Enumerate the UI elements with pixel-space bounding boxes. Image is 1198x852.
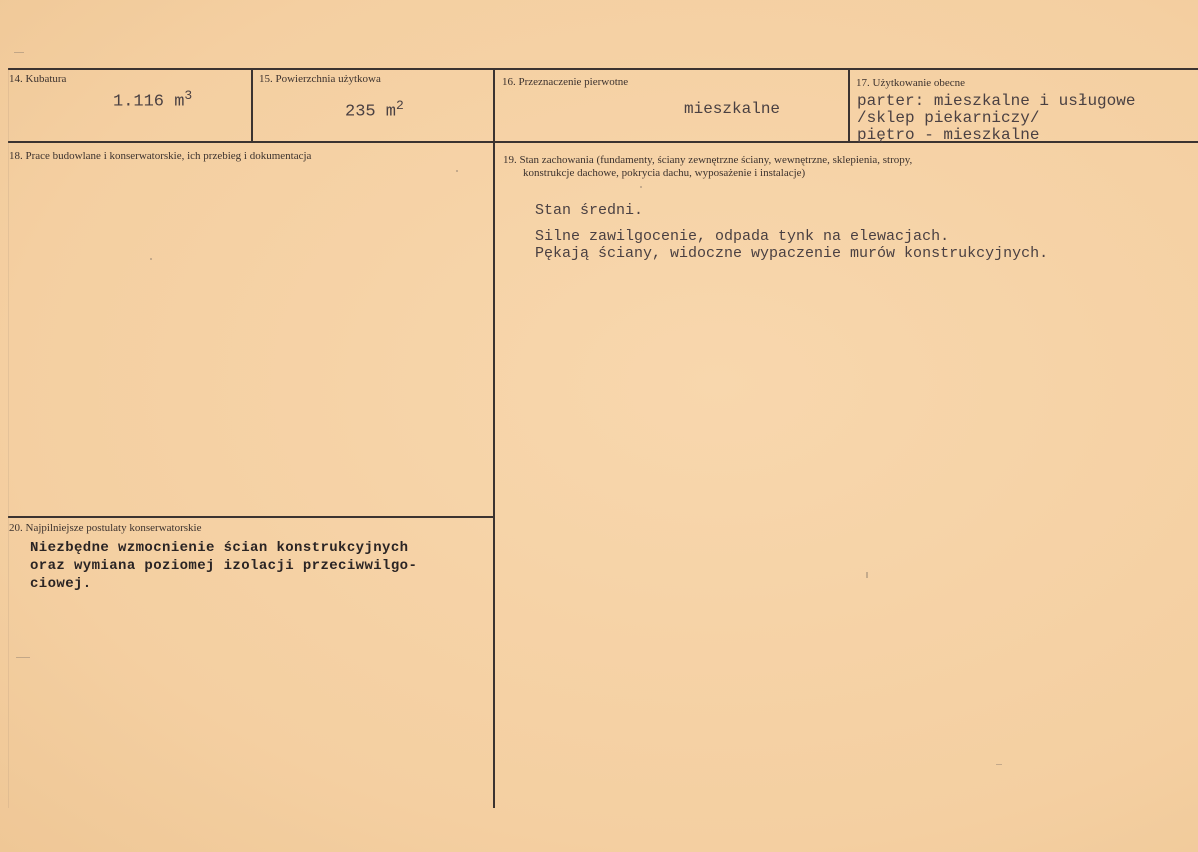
- uzytkowanie-line-3: piętro - mieszkalne: [857, 126, 1040, 144]
- kubatura-value: 1.116 $m^3$: [113, 88, 193, 112]
- paper-mark: [866, 572, 868, 578]
- przeznaczenie-label: 16. Przeznaczenie pierwotne: [502, 76, 629, 88]
- col-divider-2: [493, 68, 495, 808]
- stan-line-3: Pękają ściany, widoczne wypaczenie murów konstrukcyjnych.: [535, 245, 1049, 262]
- powierzchnia-value: 235 $m^2$: [345, 98, 404, 122]
- stan-label-line-2: konstrukcje dachowe, pokrycia dachu, wyposażenie i instalacje): [523, 167, 806, 179]
- top-rule: [8, 68, 1198, 70]
- postulaty-line-3: ciowej.: [30, 576, 92, 592]
- stan-line-2: Silne zawilgocenie, odpada tynk na elewacjach.: [535, 228, 950, 245]
- paper-mark: [16, 657, 30, 658]
- powierzchnia-label: 15. Powierzchnia użytkowa: [259, 73, 381, 85]
- paper-mark: [456, 170, 458, 172]
- prace-label: 18. Prace budowlane i konserwatorskie, ich przebieg i dokumentacja: [9, 150, 312, 162]
- paper-mark: [150, 258, 152, 260]
- stan-label-line-1: 19. Stan zachowania (fundamenty, ściany zewnętrzne ściany, wewnętrzne, sklepienia, stropy,: [503, 154, 913, 166]
- stan-line-1: Stan średni.: [535, 202, 644, 219]
- postulaty-label: 20. Najpilniejsze postulaty konserwatorskie: [9, 522, 202, 534]
- paper-mark: [8, 68, 9, 808]
- uzytkowanie-label: 17. Użytkowanie obecne: [856, 77, 966, 89]
- kubatura-label: 14. Kubatura: [9, 73, 67, 85]
- uzytkowanie-line-1: parter: mieszkalne i usługowe: [857, 92, 1136, 110]
- lower-left-rule: [8, 516, 495, 518]
- postulaty-line-1: Niezbędne wzmocnienie ścian konstrukcyjnych: [30, 540, 409, 556]
- paper-mark: [14, 52, 24, 53]
- col-divider-3: [848, 68, 850, 143]
- paper-mark: [996, 764, 1002, 765]
- przeznaczenie-value: mieszkalne: [684, 100, 781, 118]
- uzytkowanie-line-2: /sklep piekarniczy/: [857, 109, 1040, 127]
- postulaty-line-2: oraz wymiana poziomej izolacji przeciwwilgo-: [30, 558, 418, 574]
- paper-mark: [640, 186, 642, 188]
- col-divider-1: [251, 68, 253, 143]
